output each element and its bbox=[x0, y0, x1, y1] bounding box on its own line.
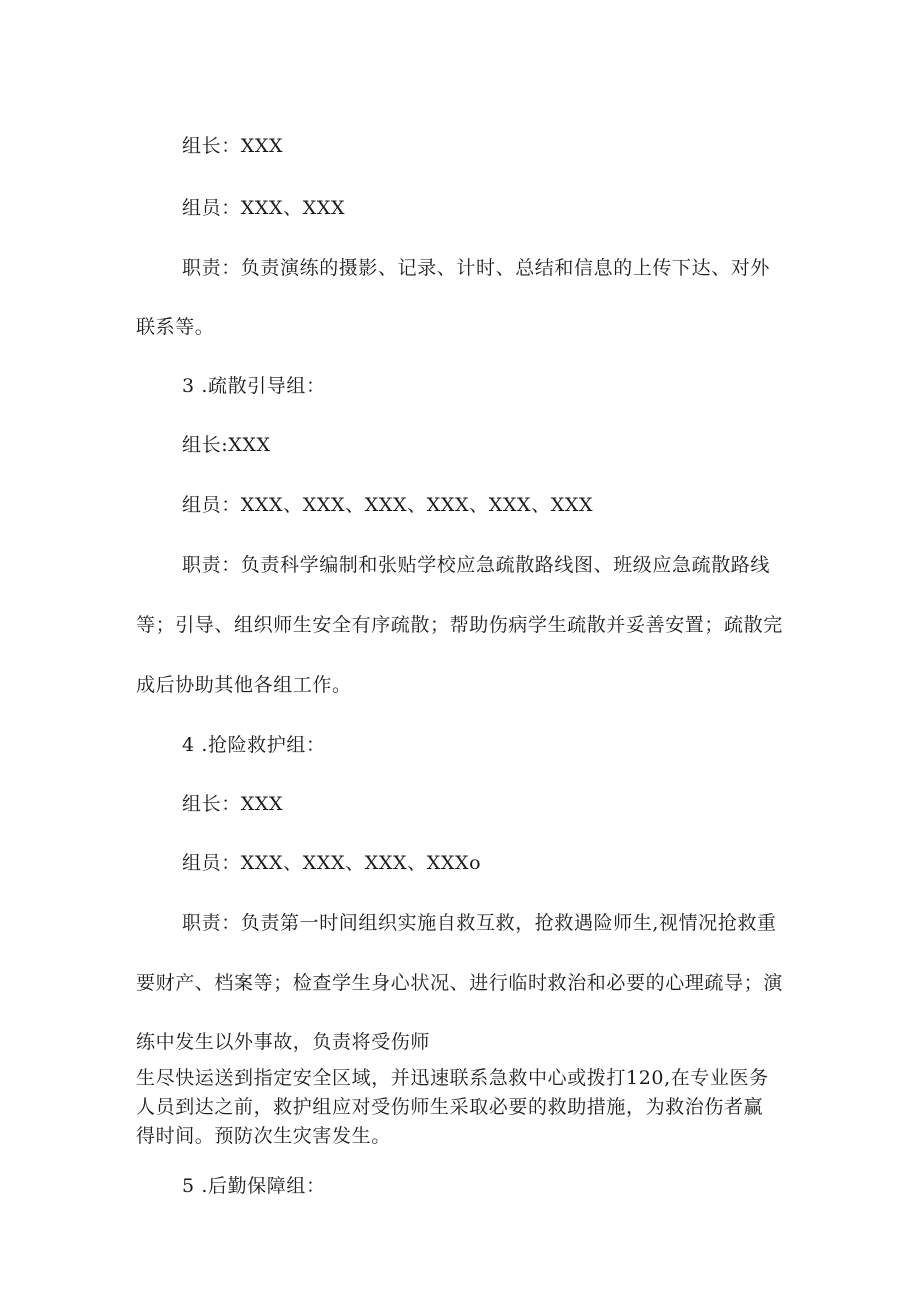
rescue-duty-line-4: 生尽快运送到指定安全区域，并迅速联系急救中心或拨打120,在专业医务 bbox=[136, 1067, 769, 1089]
duty-line-continued: 联系等。 bbox=[136, 316, 215, 338]
section-heading-logistics: 5 .后勤保障组： bbox=[182, 1175, 326, 1197]
rescue-duty-line-5: 人员到达之前，救护组应对受伤师生采取必要的救助措施，为救治伤者赢 bbox=[136, 1096, 764, 1118]
group-members-line: 组员：XXX、XXX bbox=[182, 197, 346, 219]
rescue-duty-line-3: 练中发生以外事故，负责将受伤师 bbox=[136, 1031, 431, 1053]
rescue-duty-line: 职责：负责第一时间组织实施自救互救，抢救遇险师生,视情况抢救重 bbox=[182, 912, 777, 934]
evacuation-duty-line: 职责：负责科学编制和张贴学校应急疏散路线图、班级应急疏散路线 bbox=[182, 554, 771, 576]
evacuation-leader-line: 组长:XXX bbox=[182, 434, 271, 456]
rescue-members-line: 组员：XXX、XXX、XXX、XXXo bbox=[182, 852, 482, 874]
group-leader-line: 组长：XXX bbox=[182, 135, 284, 157]
rescue-duty-line-6: 得时间。预防次生灾害发生。 bbox=[136, 1125, 391, 1147]
section-heading-rescue: 4 .抢险救护组： bbox=[182, 734, 326, 756]
evacuation-duty-line-2: 等；引导、组织师生安全有序疏散；帮助伤病学生疏散并妥善安置；疏散完 bbox=[136, 614, 783, 636]
rescue-duty-line-2: 要财产、档案等；检查学生身心状况、进行临时救治和必要的心理疏导；演 bbox=[136, 972, 783, 994]
evacuation-members-line: 组员：XXX、XXX、XXX、XXX、XXX、XXX bbox=[182, 494, 594, 516]
evacuation-duty-line-3: 成后协助其他各组工作。 bbox=[136, 674, 352, 696]
duty-line: 职责：负责演练的摄影、记录、计时、总结和信息的上传下达、对外 bbox=[182, 257, 771, 279]
section-heading-evacuation: 3 .疏散引导组： bbox=[182, 375, 326, 397]
rescue-leader-line: 组长：XXX bbox=[182, 793, 284, 815]
